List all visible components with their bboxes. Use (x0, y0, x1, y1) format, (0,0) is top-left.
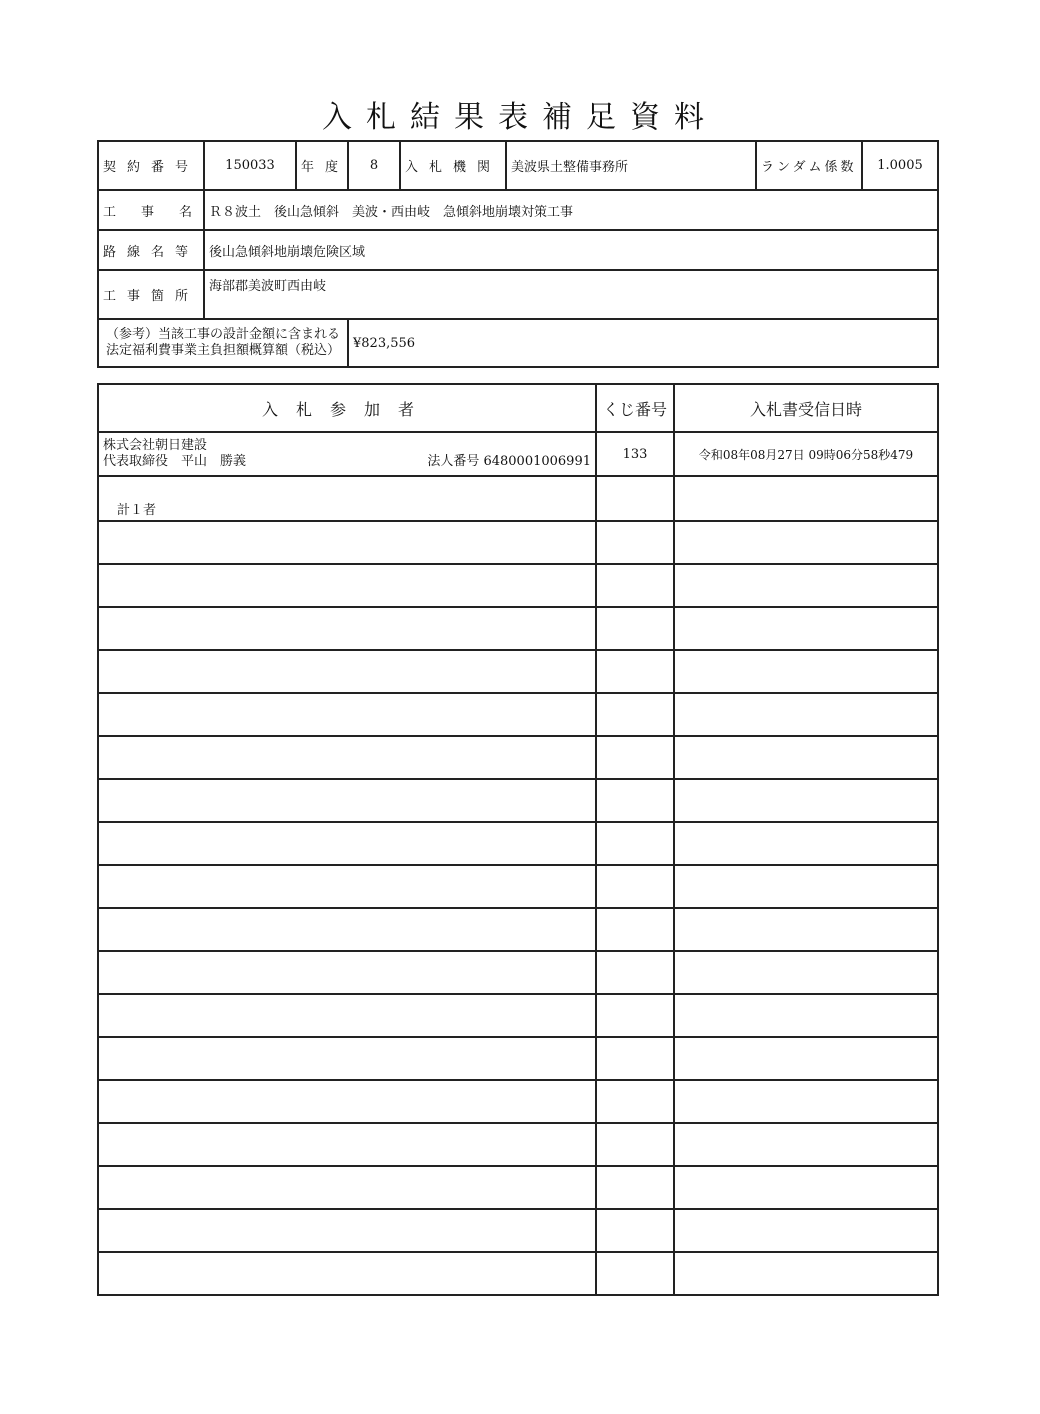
table-row (98, 521, 938, 564)
route-label: 路線名等 (98, 230, 204, 270)
table-row (98, 607, 938, 650)
table-row (98, 865, 938, 908)
empty-cell (98, 779, 596, 822)
empty-cell (674, 736, 938, 779)
empty-cell (98, 1252, 596, 1295)
corporate-number: 法人番号 6480001006991 (427, 454, 591, 469)
empty-cell (674, 779, 938, 822)
representative-line (103, 454, 591, 470)
document-title: 入札結果表補足資料 (322, 100, 718, 135)
empty-cell (674, 476, 938, 521)
empty-cell (596, 822, 674, 865)
random-coefficient-label: ランダム係数 (756, 141, 862, 190)
table-row (98, 736, 938, 779)
empty-cell (674, 1166, 938, 1209)
empty-cell (674, 521, 938, 564)
table-row (98, 822, 938, 865)
agency: 美波県土整備事務所 (506, 141, 756, 190)
contract-number-label: 契約番号 (98, 141, 204, 190)
welfare-cost-value: ¥823,556 (348, 319, 938, 367)
empty-cell (596, 951, 674, 994)
empty-cell (596, 1037, 674, 1080)
empty-cell (674, 1080, 938, 1123)
empty-cell (674, 1037, 938, 1080)
empty-cell (596, 1166, 674, 1209)
empty-cell (674, 607, 938, 650)
empty-cell (98, 1037, 596, 1080)
table-row (98, 1123, 938, 1166)
empty-cell (674, 951, 938, 994)
work-name: Ｒ８波土 後山急傾斜 美波・西由岐 急傾斜地崩壊対策工事 (204, 190, 938, 230)
bidders-table (97, 383, 939, 1296)
participant-cell (98, 432, 596, 476)
total-count: 計１者 (98, 476, 596, 521)
empty-cell (596, 607, 674, 650)
empty-cell (674, 908, 938, 951)
welfare-cost-label-line2: 法定福利費事業主負担額概算額（税込） (105, 343, 340, 358)
empty-cell (98, 564, 596, 607)
empty-cell (674, 994, 938, 1037)
empty-cell (674, 693, 938, 736)
table-row (98, 1080, 938, 1123)
table-row (98, 994, 938, 1037)
empty-cell (596, 736, 674, 779)
empty-cell (98, 1123, 596, 1166)
table-row (98, 432, 938, 476)
empty-cell (674, 1209, 938, 1252)
location-label: 工事箇所 (98, 270, 204, 319)
table-row (98, 650, 938, 693)
table-row (98, 1037, 938, 1080)
empty-cell (98, 521, 596, 564)
contract-info-table (97, 140, 939, 368)
welfare-cost-label-line1: （参考）当該工事の設計金額に含まれる (105, 327, 340, 342)
empty-cell (98, 908, 596, 951)
table-row (98, 693, 938, 736)
empty-cell (98, 650, 596, 693)
route: 後山急傾斜地崩壊危険区域 (204, 230, 938, 270)
participant-header: 入札参加者 (98, 384, 596, 432)
table-row (98, 951, 938, 994)
agency-label: 入札機関 (400, 141, 506, 190)
table-row (98, 1252, 938, 1295)
representative: 代表取締役 平山 勝義 (103, 454, 247, 469)
empty-cell (98, 1080, 596, 1123)
table-row (98, 476, 938, 521)
work-name-label: 工事名 (98, 190, 204, 230)
table-row (98, 908, 938, 951)
empty-cell (98, 693, 596, 736)
empty-cell (596, 1209, 674, 1252)
received-datetime: 令和08年08月27日 09時06分58秒479 (674, 432, 938, 476)
fiscal-year: 8 (348, 141, 400, 190)
random-coefficient: 1.0005 (862, 141, 938, 190)
empty-cell (596, 693, 674, 736)
empty-cell (596, 521, 674, 564)
contract-number: 150033 (204, 141, 296, 190)
fiscal-year-label: 年度 (296, 141, 348, 190)
empty-cell (674, 564, 938, 607)
table-row (98, 1166, 938, 1209)
empty-cell (674, 1123, 938, 1166)
company-name: 株式会社朝日建設 (103, 438, 208, 453)
empty-cell (596, 1252, 674, 1295)
empty-cell (596, 476, 674, 521)
lot-number-header: くじ番号 (596, 384, 674, 432)
empty-cell (596, 994, 674, 1037)
table-row (98, 779, 938, 822)
empty-cell (98, 951, 596, 994)
location: 海部郡美波町西由岐 (204, 270, 938, 319)
received-header: 入札書受信日時 (674, 384, 938, 432)
lot-number: 133 (596, 432, 674, 476)
empty-cell (596, 564, 674, 607)
empty-cell (596, 908, 674, 951)
table-row (98, 564, 938, 607)
empty-cell (98, 607, 596, 650)
empty-cell (596, 1080, 674, 1123)
empty-cell (98, 1209, 596, 1252)
table-row (98, 1209, 938, 1252)
welfare-cost-label (98, 319, 348, 367)
empty-cell (98, 865, 596, 908)
empty-cell (674, 650, 938, 693)
empty-cell (98, 1166, 596, 1209)
empty-cell (596, 650, 674, 693)
empty-cell (596, 1123, 674, 1166)
empty-cell (98, 994, 596, 1037)
empty-cell (98, 822, 596, 865)
empty-cell (98, 736, 596, 779)
empty-cell (596, 865, 674, 908)
empty-cell (674, 1252, 938, 1295)
empty-cell (596, 779, 674, 822)
empty-cell (674, 822, 938, 865)
empty-cell (674, 865, 938, 908)
